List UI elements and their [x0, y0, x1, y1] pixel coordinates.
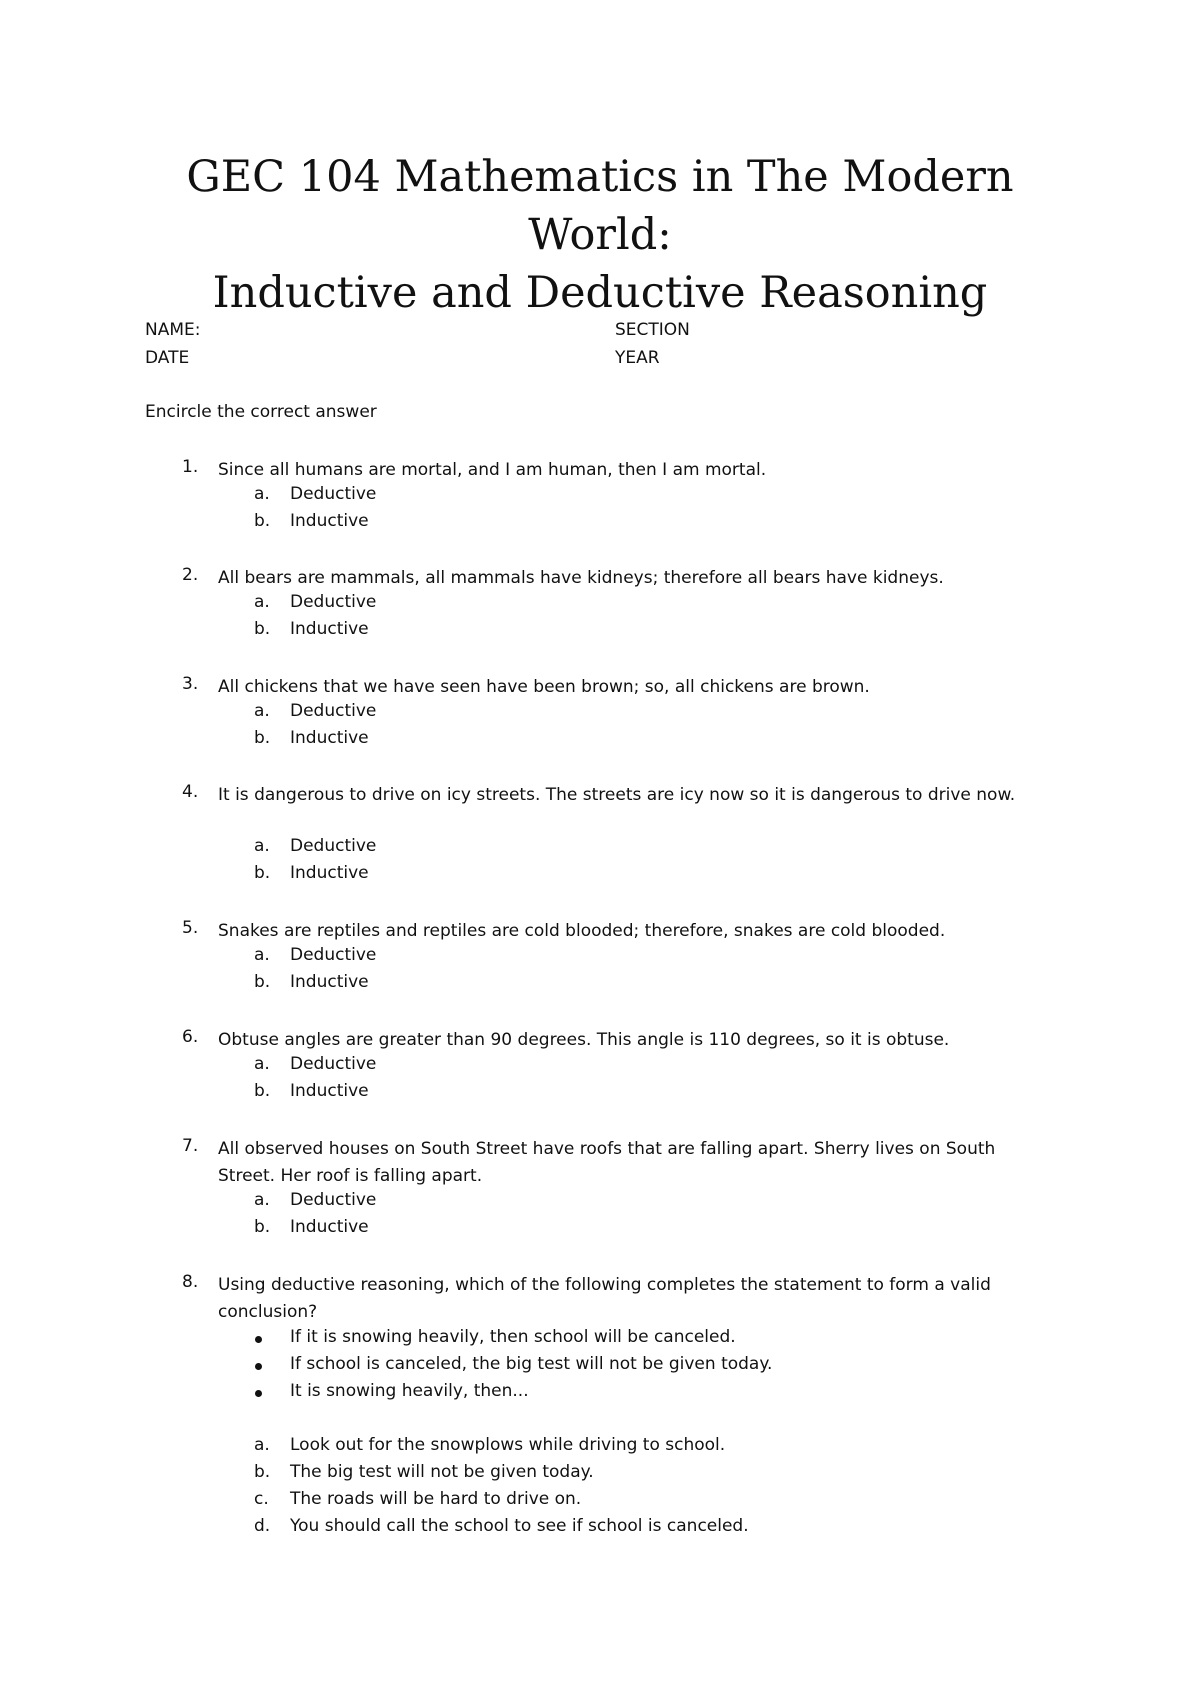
option-text: Deductive — [290, 484, 377, 504]
option-label: a. — [254, 1190, 270, 1210]
option-label: b. — [254, 1462, 271, 1482]
question-number: 8. — [182, 1272, 199, 1292]
title-line-1: GEC 104 Mathematics in The Modern — [186, 152, 1014, 202]
title-line-3: Inductive and Deductive Reasoning — [212, 268, 988, 318]
question-number: 6. — [182, 1027, 199, 1047]
name-field-label: NAME: — [145, 320, 201, 340]
question-number: 1. — [182, 457, 199, 477]
option-label: b. — [254, 728, 271, 748]
title-line-2: World: — [528, 210, 672, 260]
question-number: 3. — [182, 674, 199, 694]
question-text: It is dangerous to drive on icy streets. The streets are icy now so it is dangerous to drive now. — [218, 785, 1016, 805]
option-text: Inductive — [290, 1217, 369, 1237]
option-label: b. — [254, 972, 271, 992]
option-text: Inductive — [290, 511, 369, 531]
option-label: a. — [254, 1435, 270, 1455]
question-text: All bears are mammals, all mammals have kidneys; therefore all bears have kidneys. — [218, 568, 944, 588]
option-text: Inductive — [290, 1081, 369, 1101]
option-text: Deductive — [290, 1054, 377, 1074]
premise-text: If school is canceled, the big test will not be given today. — [290, 1354, 773, 1374]
option-text: Look out for the snowplows while driving to school. — [290, 1435, 726, 1455]
option-label: a. — [254, 484, 270, 504]
question-text: All chickens that we have seen have been brown; so, all chickens are brown. — [218, 677, 870, 697]
option-label: d. — [254, 1516, 271, 1536]
option-label: b. — [254, 511, 271, 531]
option-label: b. — [254, 863, 271, 883]
option-text: Deductive — [290, 945, 377, 965]
question-number: 4. — [182, 782, 199, 802]
date-field-label: DATE — [145, 348, 190, 368]
option-label: b. — [254, 619, 271, 639]
question-number: 7. — [182, 1136, 199, 1156]
page-title — [150, 148, 1050, 322]
section-field-label: SECTION — [615, 320, 690, 340]
option-text: Inductive — [290, 863, 369, 883]
question-text: Snakes are reptiles and reptiles are cold blooded; therefore, snakes are cold blooded. — [218, 921, 946, 941]
question-text: All observed houses on South Street have roofs that are falling apart. Sherry lives on South Street. Her roof is falling apart. — [218, 1139, 996, 1186]
option-text: The big test will not be given today. — [290, 1462, 594, 1482]
option-label: a. — [254, 592, 270, 612]
premise-text: If it is snowing heavily, then school will be canceled. — [290, 1327, 736, 1347]
option-label: c. — [254, 1489, 269, 1509]
option-label: a. — [254, 945, 270, 965]
option-label: a. — [254, 836, 270, 856]
premise-text: It is snowing heavily, then... — [290, 1381, 529, 1401]
question-number: 5. — [182, 918, 199, 938]
option-text: Inductive — [290, 619, 369, 639]
question-text: Since all humans are mortal, and I am human, then I am mortal. — [218, 460, 767, 480]
bullet-icon — [255, 1390, 262, 1397]
option-label: b. — [254, 1217, 271, 1237]
question-number: 2. — [182, 565, 199, 585]
option-label: a. — [254, 701, 270, 721]
option-text: Deductive — [290, 592, 377, 612]
question-text: Obtuse angles are greater than 90 degrees. This angle is 110 degrees, so it is obtuse. — [218, 1030, 950, 1050]
option-text: Deductive — [290, 1190, 377, 1210]
option-text: Inductive — [290, 972, 369, 992]
question-text: Using deductive reasoning, which of the following completes the statement to form a valid conclusion? — [218, 1275, 991, 1322]
option-label: a. — [254, 1054, 270, 1074]
year-field-label: YEAR — [615, 348, 660, 368]
option-text: Deductive — [290, 701, 377, 721]
option-text: The roads will be hard to drive on. — [290, 1489, 582, 1509]
option-label: b. — [254, 1081, 271, 1101]
option-text: You should call the school to see if school is canceled. — [290, 1516, 749, 1536]
bullet-icon — [255, 1336, 262, 1343]
option-text: Inductive — [290, 728, 369, 748]
bullet-icon — [255, 1363, 262, 1370]
instructions: Encircle the correct answer — [145, 402, 377, 422]
option-text: Deductive — [290, 836, 377, 856]
